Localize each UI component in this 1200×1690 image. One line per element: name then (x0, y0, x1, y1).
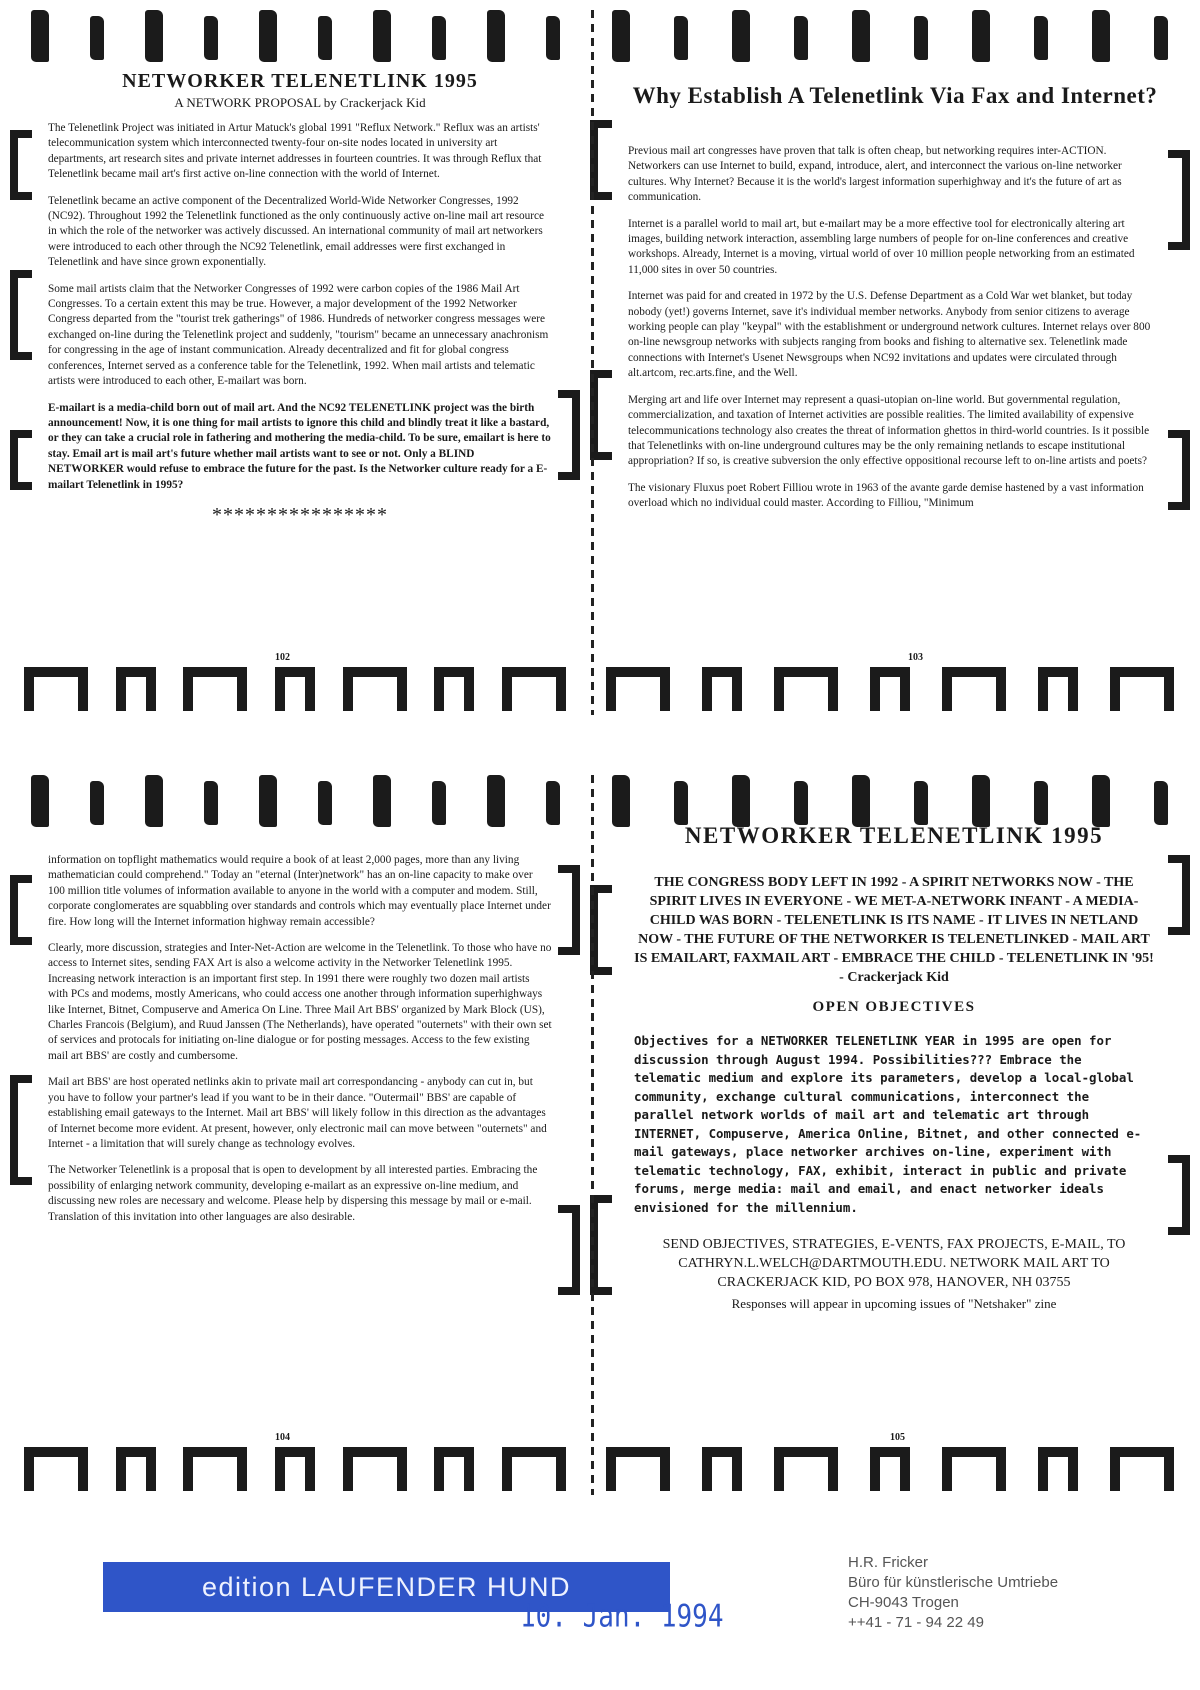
paragraph: Some mail artists claim that the Networker Congresses of 1992 were carbon copies of the 1986 Mail Art Congresses. To a certain extent this may be true. However, a major development of the 1992 Networker Congress departed from the "tourist trek gatherings" of 1986. Hundreds of networker congress messages were exchanged on-line during the Telenetlink project and suddenly, "tourism" became an unnecessary anachronism for congressing in the age of instant communication. Already decentralized and fit for global congress conferences, Internet served as a conference table for the Telenetlink, 1992. When mail artists and telematic artists were introduced to each other, E-mailart was born. (48, 282, 549, 388)
paragraph: The Telenetlink Project was initiated in Artur Matuck's global 1991 "Reflux Network." Reflux was an artists' telecommunication system which interconnected twenty-four on-site nodes located in university art departments, art research sites and private internet addresses in fourteen countries. It was through Reflux that Telenetlink became mail art's first active on-line connection with the world of Internet. (48, 122, 542, 181)
page-number: 105 (890, 1432, 905, 1443)
page-103 (590, 10, 1190, 715)
paragraph: Clearly, more discussion, strategies and Inter-Net-Action are welcome in the Telenetlink. To those who have no access to Internet sites, sending FAX Art is also a welcome activity in the Networker Telenetlink 1995. Increasing network interaction is an important first step. In 1991 there were roughly two dozen mail artists with PCs and modems, mostly Americans, who could access one another through information superhighways like Internet, Bitnet, Compuserve and America On Line. Three Mail Art BBS' organized by Mark Block (US), Charles Francois (Belgium), and Ruud Janssen (The Netherlands), have operated "outernets" with their own set of services and protocals for initiating on-line dialogue or for posting messages. Access to the few existing mail art BBS' are costly and cumbersome. (48, 942, 552, 1062)
paragraph: The visionary Fluxus poet Robert Filliou wrote in 1963 of the avante garde demise hastened by a vast information overload which no individual could master. According to Filliou, "Minimum (628, 481, 1144, 510)
paragraph: Internet is a parallel world to mail art, but e-mailart may be a more effective tool for electronically altering art images, building network interaction, assembling large numbers of people for on-line conferences and creative workshops. Already, Internet is a moving, virtual world of over 10 million people networking from an estimated 11,000 sites in over 50 countries. (628, 217, 1135, 276)
page-number: 104 (275, 1432, 290, 1443)
border-decoration-bottom (590, 1447, 1190, 1495)
page-subtitle: A NETWORK PROPOSAL by Crackerjack Kid (174, 95, 426, 110)
page-number: 102 (275, 652, 290, 663)
gutter-line (591, 10, 594, 715)
page-102 (10, 10, 580, 715)
border-bracket (558, 390, 580, 480)
paragraph: Internet was paid for and created in 1972 by the U.S. Defense Department as a Cold War wet blanket, but today nobody (yet!) governs Internet, save it's individual member networks. Anybody from senior citizens to average working people can play "keypal" with the establishment or underground network cultures. Internet relays over 800 on-line newsgroup networks with subjects ranging from books and fishing to alternative sex. Telenetlink made connections with Internet's Usenet Newsgroups when NC92 invitations and updates were circulated through alt.artcom, rec.arts.fine, and the Well. (628, 290, 1151, 380)
address-line: Büro für künstlerische Umtriebe (848, 1574, 1059, 1591)
page-title: NETWORKER TELENETLINK 1995 (122, 70, 478, 92)
responses-note: Responses will appear in upcoming issues of "Netshaker" zine (731, 1296, 1057, 1311)
border-bracket (10, 1075, 32, 1185)
objectives-body: Objectives for a NETWORKER TELENETLINK YEAR in 1995 are open for discussion through August 1994. Possibilities??? Embrace the telematic medium and explore its parameters, develop a local-global community, exchange cultural communications, interconnect the parallel network worlds of mail art and telematic art through INTERNET, Compuserve, America Online, Bitnet, and other connected e-mail gateways, place networker archives on-line, experiment with telematic technology, FAX, exhibit, interact in public and private forums, merge media: mail and email, and enact networker ideals envisioned for the millennium. (634, 1033, 1142, 1215)
paragraph: Mail art BBS' are host operated netlinks akin to private mail art correspondancing - anybody can cut in, but you have to follow your partner's lead if you want to be in their dance. "Outermail" BBS' are capable of establishing email gateways to the Internet. Mail art BBS' will likely follow in this direction as the advantages of Internet become more evident. At present, however, only electronic mail can move between "outernets" and Internet - a limitation that will surely change as technology evolves. (48, 1076, 547, 1150)
page-105 (590, 775, 1190, 1495)
date-stamp: 10. Jan. 1994 (520, 1599, 724, 1635)
border-decoration-top (10, 775, 580, 833)
address-stamp (848, 1553, 1058, 1633)
border-bracket (1168, 150, 1190, 250)
edition-stamp: edition LAUFENDER HUND (103, 1562, 670, 1612)
paragraph: E-mailart is a media-child born out of mail art. And the NC92 TELENETLINK project was the birth announcement! Now, it is one thing for mail artists to ignore this child and blindly treat it like a bastard, or they can take a crucial role in fathering and mothering the media-child. To be sure, emailart is here to stay. Email art is mail art's future whether mail artists want to see or not. Only a BLIND NETWORKER would refuse to embrace the future for the past. Is the Networker culture ready for a E-mailart Telenetlink in 1995? (48, 401, 551, 491)
address-phone: ++41 - 71 - 94 22 49 (848, 1614, 984, 1631)
border-decoration-bottom (10, 1447, 580, 1495)
address-name: H.R. Fricker (848, 1554, 928, 1571)
paragraph: Telenetlink became an active component of the Decentralized World-Wide Networker Congresses, 1992 (NC92). Throughout 1992 the Telenetlink functioned as the only continuously active on-line mail art resource in which the role of the networker was actively discussed. An international community of mail art networkers were introduced to each other through the NC92 Telenetlink, email addresses were first exchanged in Telenetlink and have since grown exponentially. (48, 194, 545, 269)
star-divider: **************** (212, 503, 388, 526)
border-decoration-top (10, 10, 580, 68)
objectives-title: OPEN OBJECTIVES (812, 999, 976, 1015)
page-title: NETWORKER TELENETLINK 1995 (684, 823, 1104, 848)
page-title: Why Establish A Telenetlink Via Fax and Internet? (632, 83, 1158, 108)
page-number: 103 (908, 652, 923, 663)
send-instructions: SEND OBJECTIVES, STRATEGIES, E-VENTS, FAX PROJECTS, E-MAIL, TO CATHRYN.L.WELCH@DARTMOUTH.EDU. NETWORK MAIL ART TO CRACKERJACK KID, PO BOX 978, HANOVER, NH 03755 (662, 1237, 1126, 1290)
paragraph: Previous mail art congresses have proven that talk is often cheap, but networking requires inter-ACTION. Networkers can use Internet to build, expand, introduce, alert, and interconnect the various on-line networker cultures. Why Internet? Because it is the world's largest information superhighway and it's the future of art as communication. (628, 145, 1122, 204)
border-bracket (10, 130, 32, 200)
gutter-line (591, 775, 594, 1495)
border-bracket (558, 1205, 580, 1295)
border-decoration-top (590, 10, 1190, 68)
border-bracket (1168, 1155, 1190, 1235)
paragraph: information on topflight mathematics would require a book of at least 2,000 pages, more than any living mathematician could comprehend." Today an "eternal (Inter)network" has an on-line capacity to make over 100 million title volumes of information available to anyone in the world with a computer and modem. Still, corporate conglomerates are squabbling over standards and controls which may eventually place Internet under fire. How long will the Internet information highway remain accessible? (48, 854, 551, 928)
border-decoration-bottom (590, 667, 1190, 715)
border-bracket (10, 430, 32, 490)
border-bracket (1168, 855, 1190, 935)
border-bracket (10, 270, 32, 360)
page-104 (10, 775, 580, 1495)
border-bracket (10, 875, 32, 945)
border-decoration-bottom (10, 667, 580, 715)
border-bracket (558, 865, 580, 955)
manifesto: THE CONGRESS BODY LEFT IN 1992 - A SPIRIT NETWORKS NOW - THE SPIRIT LIVES IN EVERYONE - WE MET-A-NETWORK INFANT - A MEDIA-CHILD WAS BORN - TELENETLINK IS ITS NAME - IT LIVES IN NETLAND NOW - THE FUTURE OF THE NETWORKER IS TELENETLINKED - MAIL ART IS EMAILART, FAXMAIL ART - EMBRACE THE CHILD - TELENETLINK IN '95! - Crackerjack Kid (634, 875, 1154, 985)
address-line: CH-9043 Trogen (848, 1594, 959, 1611)
border-bracket (1168, 430, 1190, 510)
paragraph: Merging art and life over Internet may represent a quasi-utopian on-line world. But governmental regulation, commercialization, and taxation of Internet activities are possible realities. The limited availability of expensive telecommunications technology also creates the threat of information ghettos in third-world countries. Is it possible that Telenetlinks with on-line underground cultures may be the only remaining netlands to escape institutional appropriation? If so, is creative subversion the only effective oppositional recourse left to on-line artists and poets? (628, 393, 1150, 468)
paragraph: The Networker Telenetlink is a proposal that is open to development by all interested parties. Embracing the possibility of enlarging network community, developing e-mailart as an expressive on-line medium, and discussing new roles are necessary and welcome. Please help by dispersing this message by mail or e-mail. Translation of this invitation into other languages are also desirable. (48, 1164, 538, 1223)
